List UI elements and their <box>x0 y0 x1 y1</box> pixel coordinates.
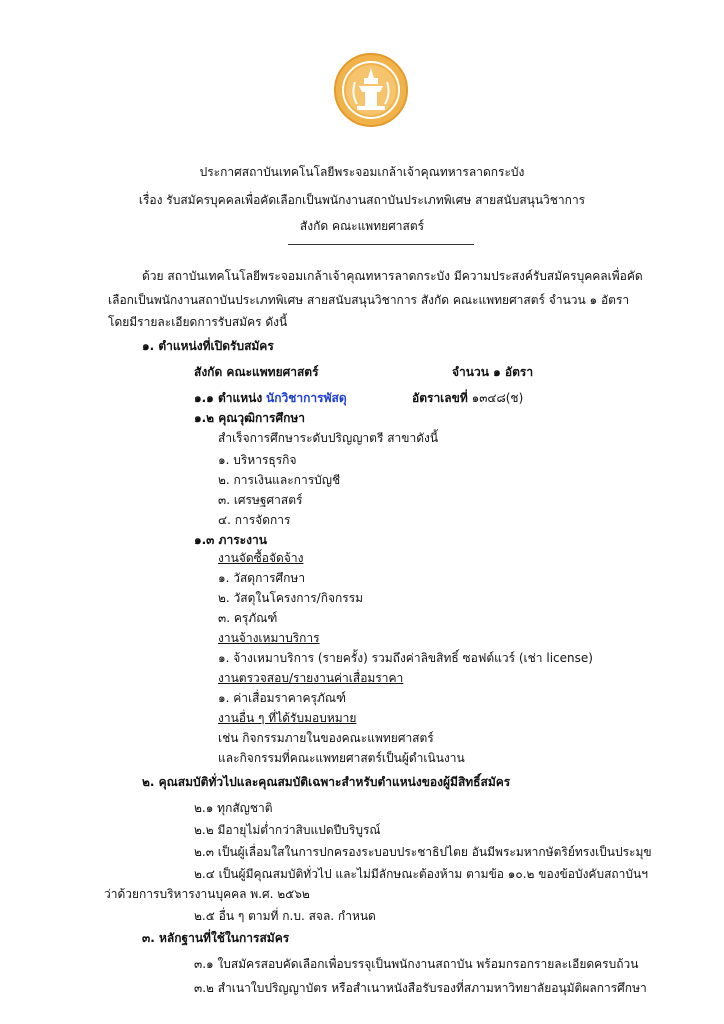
duty-item: ๒. วัสดุในโครงการ/กิจกรรม <box>218 591 364 605</box>
duty-heading-service: งานจ้างเหมาบริการ <box>218 631 320 645</box>
qualification-general-item-cont: ว่าด้วยการบริหารงานบุคคล พ.ศ. ๒๕๖๒ <box>104 887 310 901</box>
position-row <box>194 390 347 406</box>
duty-item: ๑. วัสดุการศึกษา <box>218 571 306 585</box>
intro-line-3: โดยมีรายละเอียดการรับสมัคร ดังนี้ <box>108 315 288 329</box>
qualification-title: ๑.๒ คุณวุฒิการศึกษา <box>194 411 305 425</box>
position-name: นักวิชาการพัสดุ <box>266 391 347 405</box>
rate-number: ๑๓๔๘(ช) <box>471 391 524 405</box>
duty-item: และกิจกรรมที่คณะแพทยศาสตร์เป็นผู้ดำเนินงาน <box>218 751 465 765</box>
header-affiliation: สังกัด คณะแพทยศาสตร์ <box>299 219 425 233</box>
rate-label: อัตราเลขที่ <box>412 391 468 405</box>
rate-row <box>412 390 523 406</box>
header-divider <box>288 244 474 245</box>
position-label: ๑.๑ ตำแหน่ง <box>194 391 263 405</box>
duty-heading-depreciation: งานตรวจสอบ/รายงานค่าเสื่อมราคา <box>218 671 404 685</box>
institution-seal-logo <box>333 52 409 128</box>
duty-item: เช่น กิจกรรมภายในของคณะแพทยศาสตร์ <box>218 731 434 745</box>
qualification-item: ๓. เศรษฐศาสตร์ <box>218 493 303 507</box>
duty-heading-procurement: งานจัดซื้อจัดจ้าง <box>218 551 304 565</box>
section-3-title: ๓. หลักฐานที่ใช้ในการสมัคร <box>142 931 290 945</box>
qualification-general-item: ๒.๕ อื่น ๆ ตามที่ ก.บ. สจล. กำหนด <box>194 909 376 923</box>
qualification-general-item: ๒.๓ เป็นผู้เลื่อมใสในการปกครองระบอบประชาธิปไตย อันมีพระมหากษัตริย์ทรงเป็นประมุข <box>194 845 652 859</box>
affiliation-label: สังกัด คณะแพทยศาสตร์ <box>194 365 319 379</box>
evidence-item: ๓.๑ ใบสมัครสอบคัดเลือกเพื่อบรรจุเป็นพนักงานสถาบัน พร้อมกรอกรายละเอียดครบถ้วน <box>194 957 639 971</box>
qualification-item: ๔. การจัดการ <box>218 513 291 527</box>
qualification-item: ๒. การเงินและการบัญชี <box>218 473 341 487</box>
header-subject: เรื่อง รับสมัครบุคคลเพื่อคัดเลือกเป็นพนักงานสถาบันประเภทพิเศษ สายสนับสนุนวิชาการ <box>138 193 586 207</box>
qualification-item: ๑. บริหารธุรกิจ <box>218 453 297 467</box>
header-title: ประกาศสถาบันเทคโนโลยีพระจอมเกล้าเจ้าคุณทหารลาดกระบัง <box>199 165 525 179</box>
qualification-general-item: ๒.๔ เป็นผู้มีคุณสมบัติทั่วไป และไม่มีลักษณะต้องห้าม ตามข้อ ๑๐.๒ ของข้อบังคับสถาบันฯ <box>194 867 648 881</box>
intro-line-1: ด้วย สถาบันเทคโนโลยีพระจอมเกล้าเจ้าคุณทหารลาดกระบัง มีความประสงค์รับสมัครบุคคลเพื่อคัด <box>142 269 643 283</box>
duty-item: ๑. ค่าเสื่อมราคาครุภัณฑ์ <box>218 691 346 705</box>
section-2-title: ๒. คุณสมบัติทั่วไปและคุณสมบัติเฉพาะสำหรับตำแหน่งของผู้มีสิทธิ์สมัคร <box>142 775 511 789</box>
qualification-general-item: ๒.๒ มีอายุไม่ต่ำกว่าสิบแปดปีบริบูรณ์ <box>194 823 381 837</box>
duty-item: ๓. ครุภัณฑ์ <box>218 611 278 625</box>
duty-item: ๑. จ้างเหมาบริการ (รายครั้ง) รวมถึงค่าลิขสิทธิ์ ซอฟต์แวร์ (เช่า license) <box>218 651 593 665</box>
intro-line-2: เลือกเป็นพนักงานสถาบันประเภทพิเศษ สายสนับสนุนวิชาการ สังกัด คณะแพทยศาสตร์ จำนวน ๑ อัตรา <box>108 293 630 307</box>
duty-heading-other: งานอื่น ๆ ที่ได้รับมอบหมาย <box>218 711 357 725</box>
duty-title: ๑.๓ ภาระงาน <box>194 533 267 547</box>
evidence-item: ๓.๒ สำเนาใบปริญญาบัตร หรือสำเนาหนังสือรับรองที่สภามหาวิทยาลัยอนุมัติผลการศึกษา <box>194 981 647 995</box>
qualification-general-item: ๒.๑ ทุกสัญชาติ <box>194 801 273 815</box>
section-1-title: ๑. ตำแหน่งที่เปิดรับสมัคร <box>142 339 274 353</box>
quota-label: จำนวน ๑ อัตรา <box>452 365 534 379</box>
qualification-intro: สำเร็จการศึกษาระดับปริญญาตรี สาขาดังนี้ <box>218 431 439 445</box>
